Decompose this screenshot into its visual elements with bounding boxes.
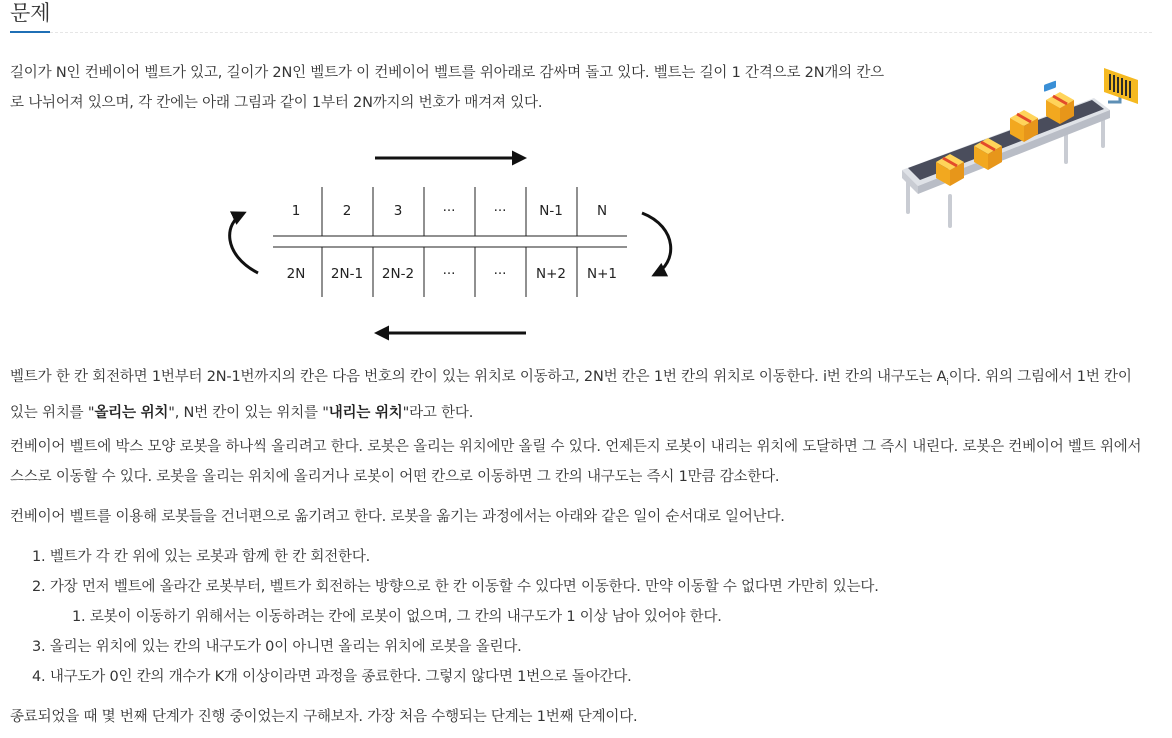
top-cell-label: N-1 (539, 203, 563, 219)
bottom-cell-label: N+2 (536, 266, 566, 282)
top-cell-label: ··· (442, 203, 456, 219)
header-divider (50, 32, 1152, 33)
top-cell-label: ··· (493, 203, 507, 219)
process-steps-list (32, 542, 879, 692)
rotation-text-b: 이다. 위의 그림에서 1번 칸이 있는 위치를 " (10, 369, 1132, 421)
title-underline (10, 31, 50, 33)
load-position-term: 올리는 위치 (94, 404, 169, 421)
bottom-cell-label: ··· (442, 266, 456, 282)
right-curved-arrow (642, 213, 671, 275)
section-header (10, 0, 1152, 34)
intro-paragraph: 길이가 N인 컨베이어 벨트가 있고, 길이가 2N인 벨트가 이 컨베이어 벨트를 위아래로 감싸며 돌고 있다. 벨트는 길이 1 간격으로 2N개의 칸으로 나뉘어져 있으며, 각 칸에는 아래 그림과 같이 1부터 2N까지의 번호가 매겨져 있다. (10, 65, 884, 111)
top-cell-label: 2 (342, 203, 352, 219)
question-paragraph: 종료되었을 때 몇 번째 단계가 진행 중이었는지 구해보자. 가장 처음 수행되는 단계는 1번째 단계이다. (10, 709, 638, 725)
belt-diagram (220, 145, 690, 345)
rotation-paragraph (10, 362, 1145, 428)
top-cell-label: 1 (291, 203, 301, 219)
list-item: 4. 내구도가 0인 칸의 개수가 K개 이상이라면 과정을 종료한다. 그렇지 않다면 1번으로 돌아간다. (32, 669, 632, 685)
robot-paragraph: 컨베이어 벨트에 박스 모양 로봇을 하나씩 올리려고 한다. 로봇은 올리는 위치에만 올릴 수 있다. 언제든지 로봇이 내리는 위치에 도달하면 그 즉시 내린다. 로봇은 컨베이어 벨트 위에서 스스로 이동할 수 있다. 로봇을 올리는 위치에 올리거나 로봇이 어떤 칸으로 이동하면 그 칸의 내구도는 즉시 1만큼 감소한다. (10, 439, 1142, 485)
top-cell-label: 3 (393, 203, 403, 219)
bottom-cell-label: ··· (493, 266, 507, 282)
durability-subscript: i (946, 377, 949, 388)
rotation-text-d: "라고 한다. (402, 404, 474, 421)
rotation-text-a: 벨트가 한 칸 회전하면 1번부터 2N-1번까지의 칸은 다음 번호의 칸이 있는 위치로 이동하고, 2N번 칸은 1번 칸의 위치로 이동한다. i번 칸의 내구도는 A (10, 369, 947, 385)
bottom-cell-label: 2N-1 (330, 266, 364, 282)
rotation-text-c: ", N번 칸이 있는 위치를 " (168, 404, 329, 421)
list-item: 3. 올리는 위치에 있는 칸의 내구도가 0이 아니면 올리는 위치에 로봇을 올린다. (32, 639, 522, 655)
process-paragraph: 컨베이어 벨트를 이용해 로봇들을 건너편으로 옮기려고 한다. 로봇을 옮기는 과정에서는 아래와 같은 일이 순서대로 일어난다. (10, 509, 785, 525)
conveyor-illustration (898, 62, 1148, 230)
bottom-cell-label: N+1 (587, 266, 617, 282)
section-title: 문제 (10, 1, 51, 25)
bottom-cell-label: 2N-2 (381, 266, 415, 282)
sub-list-item: 1. 로봇이 이동하기 위해서는 이동하려는 칸에 로봇이 없으며, 그 칸의 내구도가 1 이상 남아 있어야 한다. (72, 609, 722, 625)
left-curved-arrow (230, 213, 258, 273)
unload-position-term: 내리는 위치 (328, 404, 403, 421)
list-item: 1. 벨트가 각 칸 위에 있는 로봇과 함께 한 칸 회전한다. (32, 549, 371, 565)
bottom-cell-label: 2N (286, 266, 306, 282)
list-item: 2. 가장 먼저 벨트에 올라간 로봇부터, 벨트가 회전하는 방향으로 한 칸 이동할 수 있다면 이동한다. 만약 이동할 수 없다면 가만히 있는다. (32, 579, 879, 595)
top-cell-label: N (596, 203, 608, 219)
